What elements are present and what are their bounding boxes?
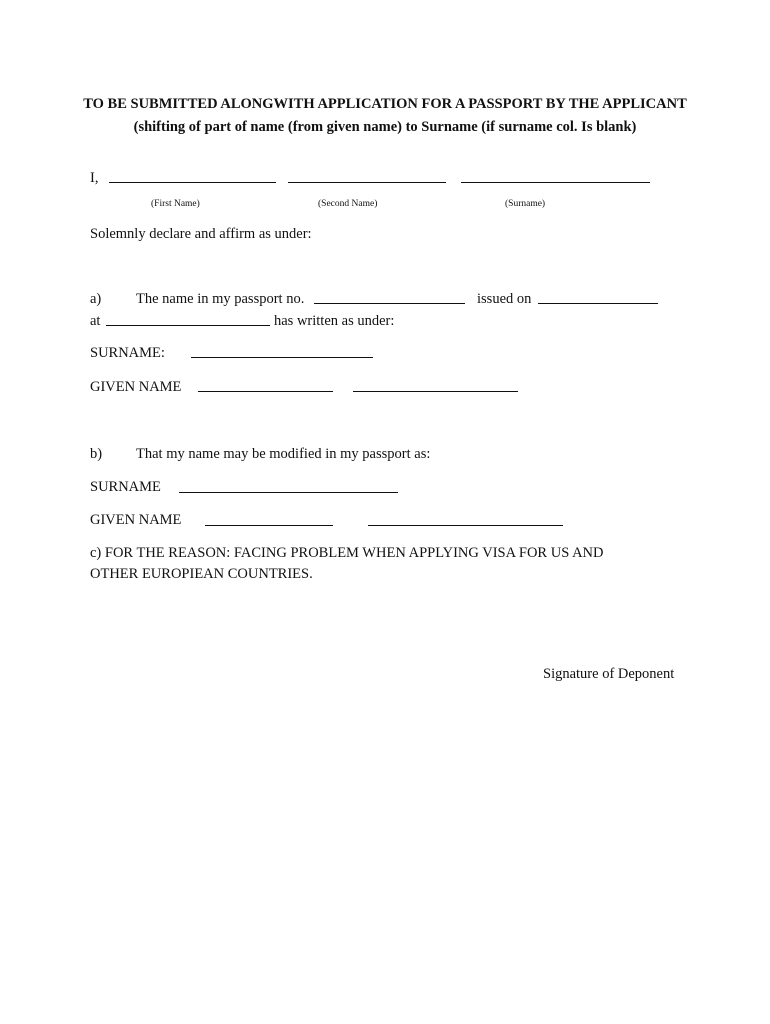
passport-number-blank: [314, 303, 465, 304]
new-given-name-label: GIVEN NAME: [90, 512, 182, 528]
issued-on-text: issued on: [477, 291, 532, 307]
document-title: TO BE SUBMITTED ALONGWITH APPLICATION FOR A PASSPORT BY THE APPLICANT (shifting of part of name (from given name) to Surname (if surname col. Is blank): [83, 96, 687, 135]
new-surname-label: SURNAME: [90, 479, 161, 495]
first-name-blank: [109, 182, 276, 183]
section-b-marker: b): [90, 446, 103, 462]
current-given-name-blank-2: [353, 391, 518, 392]
new-surname-blank: [179, 492, 398, 493]
current-given-name-blank-1: [198, 391, 333, 392]
at-text: at: [90, 313, 101, 329]
section-a-marker: a): [90, 291, 102, 307]
new-given-name-blank-1: [205, 525, 333, 526]
passport-number-text: The name in my passport no.: [136, 291, 305, 307]
issue-place-blank: [106, 325, 270, 326]
reason-line-1: c) FOR THE REASON: FACING PROBLEM WHEN APPLYING VISA FOR US AND: [90, 545, 604, 561]
current-given-name-label: GIVEN NAME: [90, 379, 182, 395]
first-name-label: (First Name): [151, 199, 200, 209]
new-given-name-blank-2: [368, 525, 563, 526]
modification-text: That my name may be modified in my passport as:: [136, 446, 431, 462]
current-surname-label: SURNAME:: [90, 345, 165, 361]
surname-label: (Surname): [505, 199, 546, 209]
second-name-blank: [288, 182, 446, 183]
surname-blank: [461, 182, 650, 183]
written-as-text: has written as under:: [274, 313, 395, 329]
declarant-prefix: I,: [90, 170, 99, 186]
second-name-label: (Second Name): [318, 199, 378, 209]
issued-on-blank: [538, 303, 658, 304]
current-surname-blank: [191, 357, 373, 358]
reason-line-2: OTHER EUROPIEAN COUNTRIES.: [90, 566, 313, 582]
signature-label: Signature of Deponent: [543, 666, 675, 682]
declaration-text: Solemnly declare and affirm as under:: [90, 226, 312, 242]
